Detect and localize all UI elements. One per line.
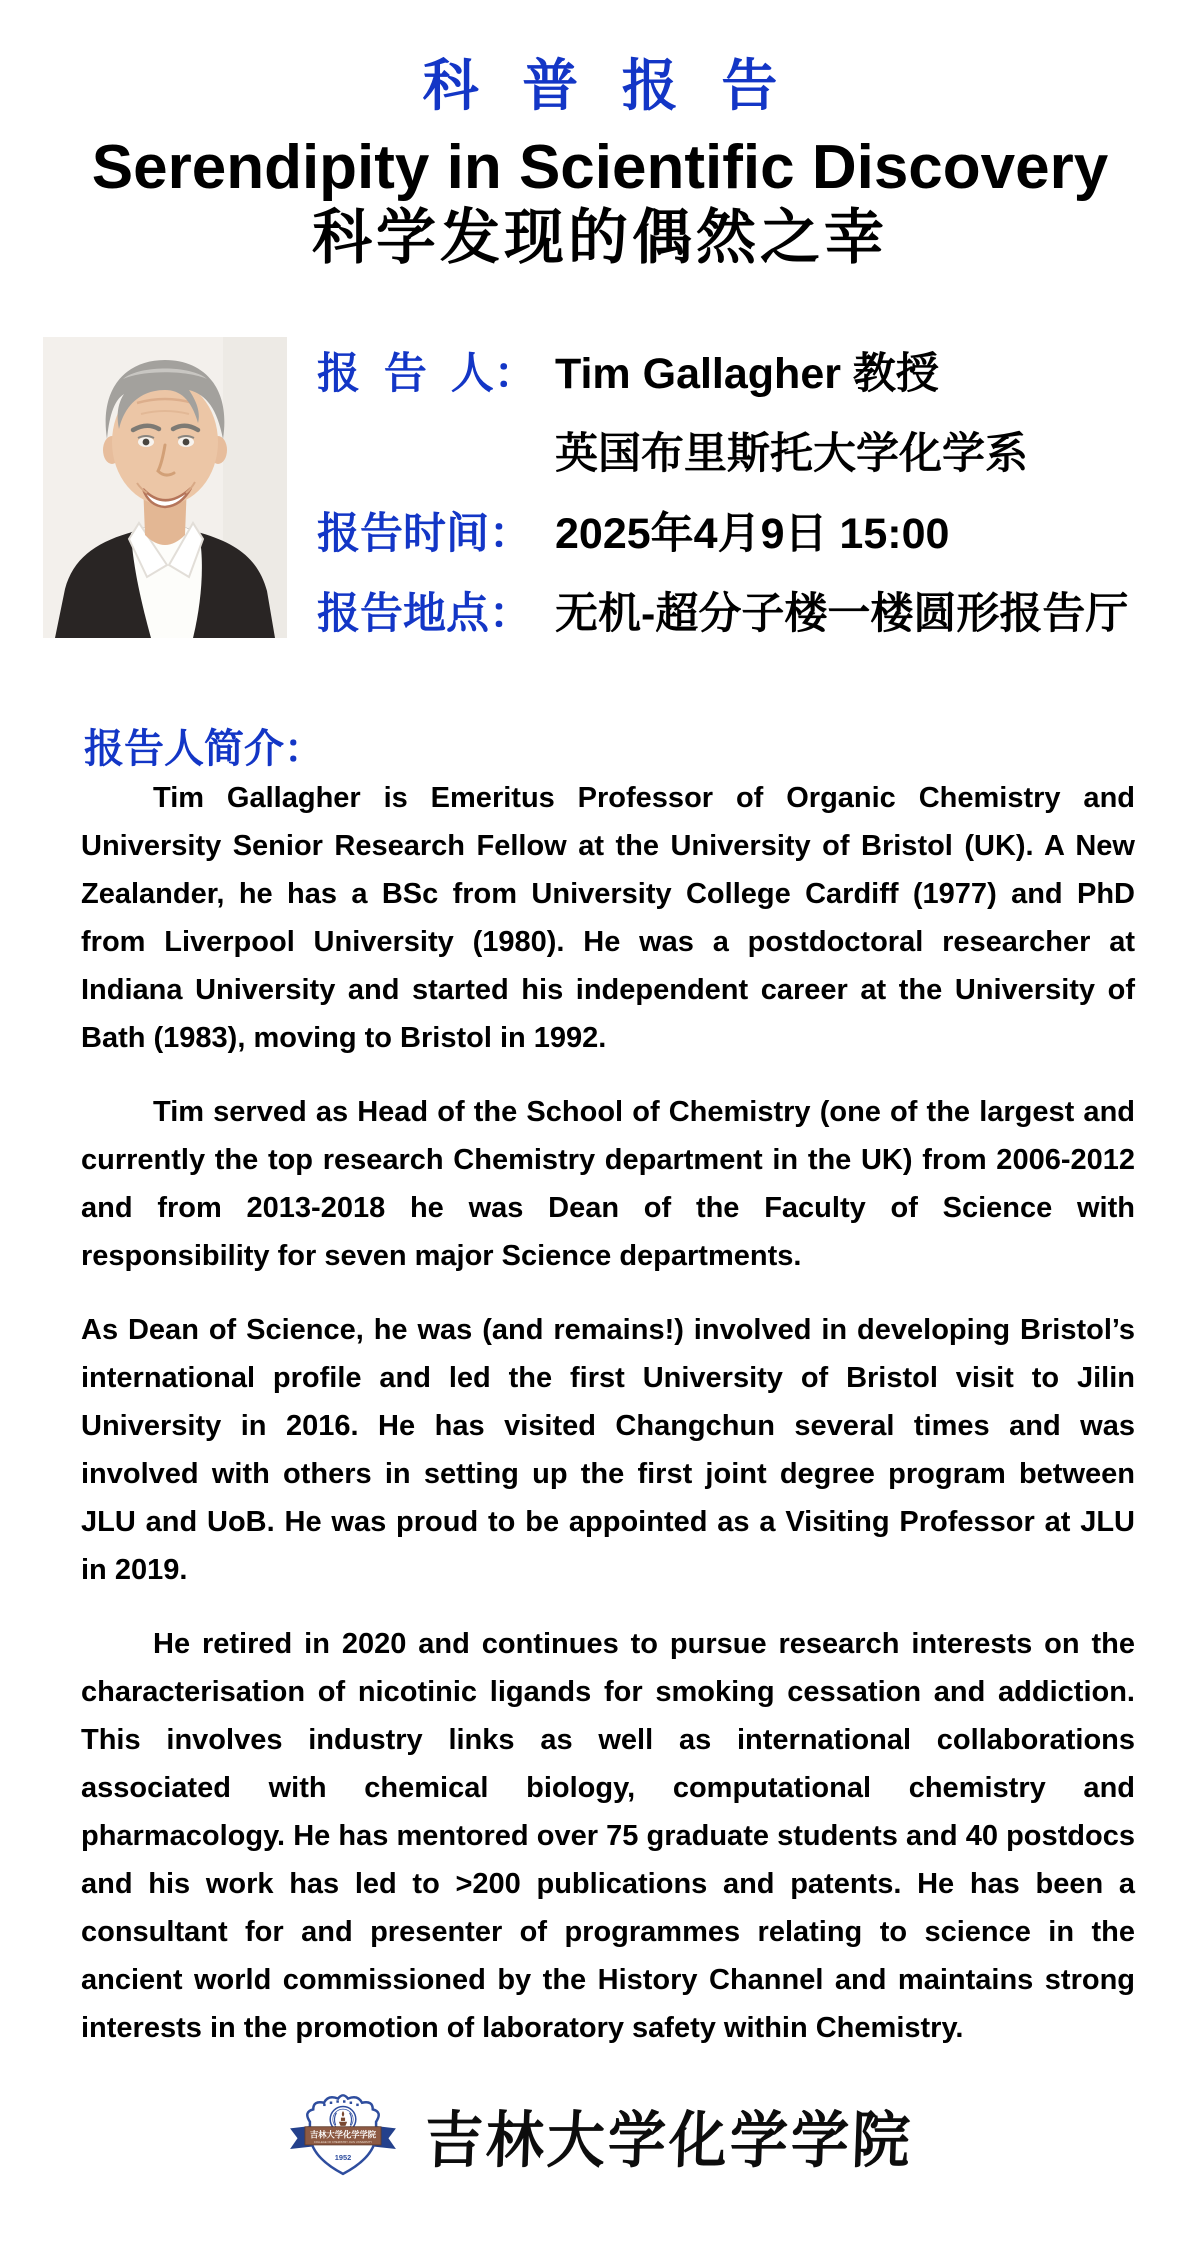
- category-title: 科 普 报 告: [422, 54, 792, 117]
- university-badge-icon: [287, 2092, 399, 2178]
- title-chinese: 科学发现的偶然之幸: [312, 204, 888, 271]
- portrait-illustration: [43, 337, 287, 638]
- badge-banner-text: 吉林大学化学学院: [309, 2130, 376, 2140]
- speaker-name: Tim Gallagher 教授: [555, 350, 939, 398]
- bio-paragraph-3: As Dean of Science, he was (and remains!) involved in developing Bristol’s international profile and led the first University of Bristol visit to Jilin University in 2016. He has visited Changchun several times and was involved with others in setting up the first joint degree program between JLU and UoB. He was proud to be appointed as a Visiting Professor at JLU in 2019.: [81, 1314, 1135, 1586]
- badge-year: 1952: [334, 2152, 352, 2162]
- venue-row: [317, 586, 1128, 666]
- speaker-info: [317, 346, 1128, 666]
- talk-venue: 无机-超分子楼一楼圆形报告厅: [555, 590, 1129, 638]
- bio-heading: 报告人简介：: [84, 727, 324, 771]
- footer-logo-row: [0, 2092, 1200, 2178]
- venue-label: 报告地点：: [317, 590, 532, 638]
- speaker-label: 报 告 人：: [317, 350, 537, 398]
- title-english: Serendipity in Scientific Discovery: [91, 133, 1109, 202]
- time-row: [317, 506, 1128, 586]
- talk-time: 2025年4月9日 15:00: [555, 510, 950, 558]
- speaker-affiliation: 英国布里斯托大学化学系: [555, 430, 1028, 478]
- affiliation-row: [317, 426, 1128, 506]
- badge-banner-subtext: COLLEGE OF CHEMISTRY JILIN UNIVERSITY: [313, 2140, 373, 2144]
- time-label: 报告时间：: [317, 510, 532, 558]
- bio-paragraph-2: Tim served as Head of the School of Chemistry (one of the largest and currently the top research Chemistry department in the UK) from 2006-2012 and from 2013-2018 he was Dean of the Faculty of Science with responsibility for seven major Science departments.: [81, 1096, 1135, 1272]
- main-title: [0, 134, 1200, 274]
- college-name: 吉林大学化学学院: [423, 2106, 914, 2176]
- bio-paragraph-4: He retired in 2020 and continues to pursue research interests on the characterisation of nicotinic ligands for smoking cessation and addiction. This involves industry links as well as international collaborations associated with chemical biology, computational chemistry and pharmacology. He has mentored over 75 graduate students and 40 postdocs and his work has led to >200 publications and patents. He has been a consultant for and presenter of programmes relating to science in the ancient world commissioned by the History Channel and maintains strong interests in the promotion of laboratory safety within Chemistry.: [81, 1628, 1135, 2044]
- bio-paragraph-1: Tim Gallagher is Emeritus Professor of Organic Chemistry and University Senior Research Fellow at the University of Bristol (UK). A New Zealander, he has a BSc from University College Cardiff (1977) and PhD from Liverpool University (1980). He was a postdoctoral researcher at Indiana University and started his independent career at the University of Bath (1983), moving to Bristol in 1992.: [81, 782, 1135, 1054]
- speaker-photo: [43, 337, 287, 638]
- bio-text: [81, 774, 1135, 2052]
- speaker-row: [317, 346, 1128, 426]
